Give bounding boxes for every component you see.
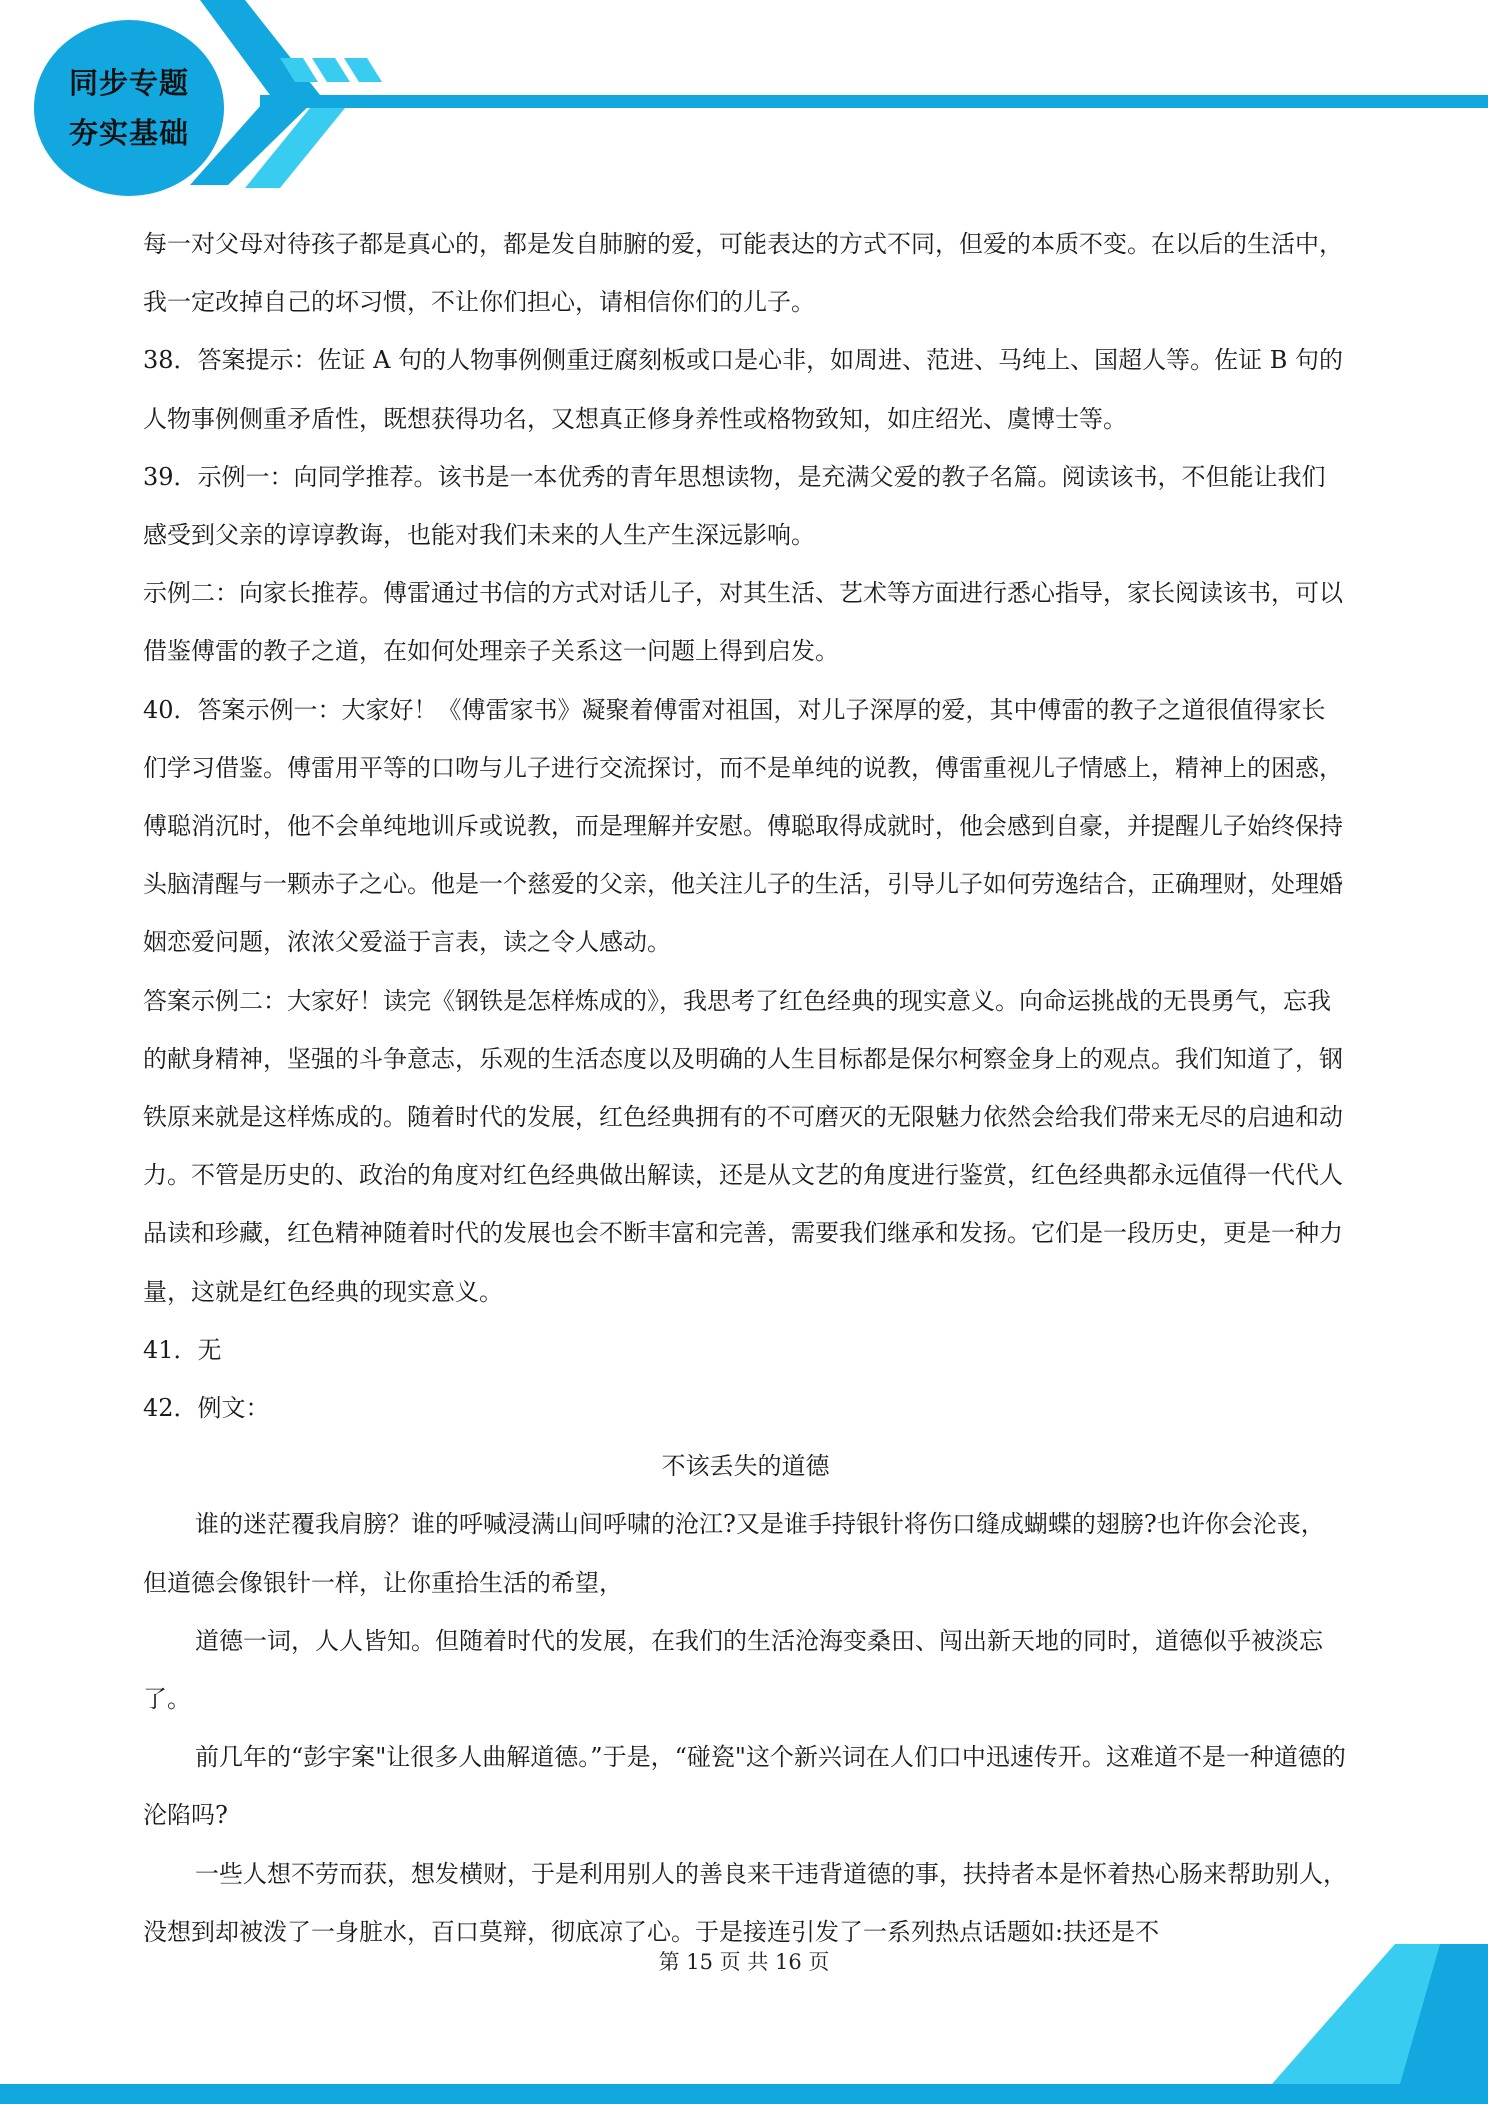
answer-41: 41．无 xyxy=(143,1335,222,1364)
essay-paragraph-2: 道德一词，人人皆知。但随着时代的发展，在我们的生活沧海变桑田、闯出新天地的同时，道德似乎被淡忘了。 xyxy=(143,1626,1323,1714)
document-body xyxy=(143,215,1348,1961)
header-stripe xyxy=(260,95,1488,108)
answer-39-example-2: 示例二：向家长推荐。傅雷通过书信的方式对话儿子，对其生活、艺术等方面进行悉心指导，家长阅读该书，可以借鉴傅雷的教子之道，在如何处理亲子关系这一问题上得到启发。 xyxy=(143,579,1343,666)
essay-paragraph-4: 一些人想不劳而获，想发横财，于是利用别人的善良来干违背道德的事，扶持者本是怀着热心肠来帮助别人，没想到却被泼了一身脏水，百口莫辩，彻底凉了心。于是接连引发了一系列热点话题如:扶还是不 xyxy=(143,1859,1347,1946)
answer-42: 42．例文： xyxy=(143,1394,270,1423)
page-number: 第 15 页 共 16 页 xyxy=(658,1950,830,1974)
footer-stripe xyxy=(0,2084,1488,2104)
badge-line-1: 同步专题 xyxy=(68,65,189,100)
essay-paragraph-3: 前几年的“彭宇案"让很多人曲解道德。”于是，“碰瓷"这个新兴词在人们口中迅速传开。这难道不是一种道德的沦陷吗? xyxy=(143,1743,1346,1830)
essay-title: 不该丢失的道德 xyxy=(661,1452,830,1481)
answer-40-example-1: 40．答案示例一：大家好！《傅雷家书》凝聚着傅雷对祖国，对儿子深厚的爱，其中傅雷的教子之道很值得家长们学习借鉴。傅雷用平等的口吻与儿子进行交流探讨，而不是单纯的说教，傅雷重视儿子情感上，精神上的困惑，傅聪消沉时，他不会单纯地训斥或说教，而是理解并安慰。傅聪取得成就时，他会感到自豪，并提醒儿子始终保持头脑清醒与一颗赤子之心。他是一个慈爱的父亲，他关注儿子的生活，引导儿子如何劳逸结合，正确理财，处理婚姻恋爱问题，浓浓父爱溢于言表，读之令人感动。 xyxy=(143,695,1343,957)
header-badge xyxy=(34,20,224,195)
header-dash-2 xyxy=(312,58,350,82)
answer-38: 38．答案提示：佐证 A 句的人物事例侧重迂腐刻板或口是心非，如周进、范进、马纯上、国超人等。佐证 B 句的人物事例侧重矛盾性，既想获得功名，又想真正修身养性或格物致知，如庄绍光、虞博士等。 xyxy=(143,346,1344,433)
badge-line-2: 夯实基础 xyxy=(68,115,189,150)
paragraph-continuation: 每一对父母对待孩子都是真心的，都是发自肺腑的爱，可能表达的方式不同，但爱的本质不变。在以后的生活中，我一定改掉自己的坏习惯，不让你们担心，请相信你们的儿子。 xyxy=(143,230,1343,317)
essay-paragraph-1: 谁的迷茫覆我肩膀？谁的呼喊浸满山间呼啸的沧江?又是谁手持银针将伤口缝成蝴蝶的翅膀?也许你会沦丧，但道德会像银针一样，让你重拾生活的希望， xyxy=(143,1510,1325,1597)
answer-40-example-2: 答案示例二：大家好！读完《钢铁是怎样炼成的》，我思考了红色经典的现实意义。向命运挑战的无畏勇气，忘我的献身精神，坚强的斗争意志，乐观的生活态度以及明确的人生目标都是保尔柯察金身上的观点。我们知道了，钢铁原来就是这样炼成的。随着时代的发展，红色经典拥有的不可磨灭的无限魅力依然会给我们带来无尽的启迪和动力。不管是历史的、政治的角度对红色经典做出解读，还是从文艺的角度进行鉴赏，红色经典都永远值得一代代人品读和珍藏，红色精神随着时代的发展也会不断丰富和完善，需要我们继承和发扬。它们是一段历史，更是一种力量，这就是红色经典的现实意义。 xyxy=(143,986,1343,1306)
answer-39-example-1: 39．示例一：向同学推荐。该书是一本优秀的青年思想读物，是充满父爱的教子名篇。阅读该书，不但能让我们感受到父亲的谆谆教诲，也能对我们未来的人生产生深远影响。 xyxy=(143,462,1326,550)
header-dash-3 xyxy=(344,58,382,82)
